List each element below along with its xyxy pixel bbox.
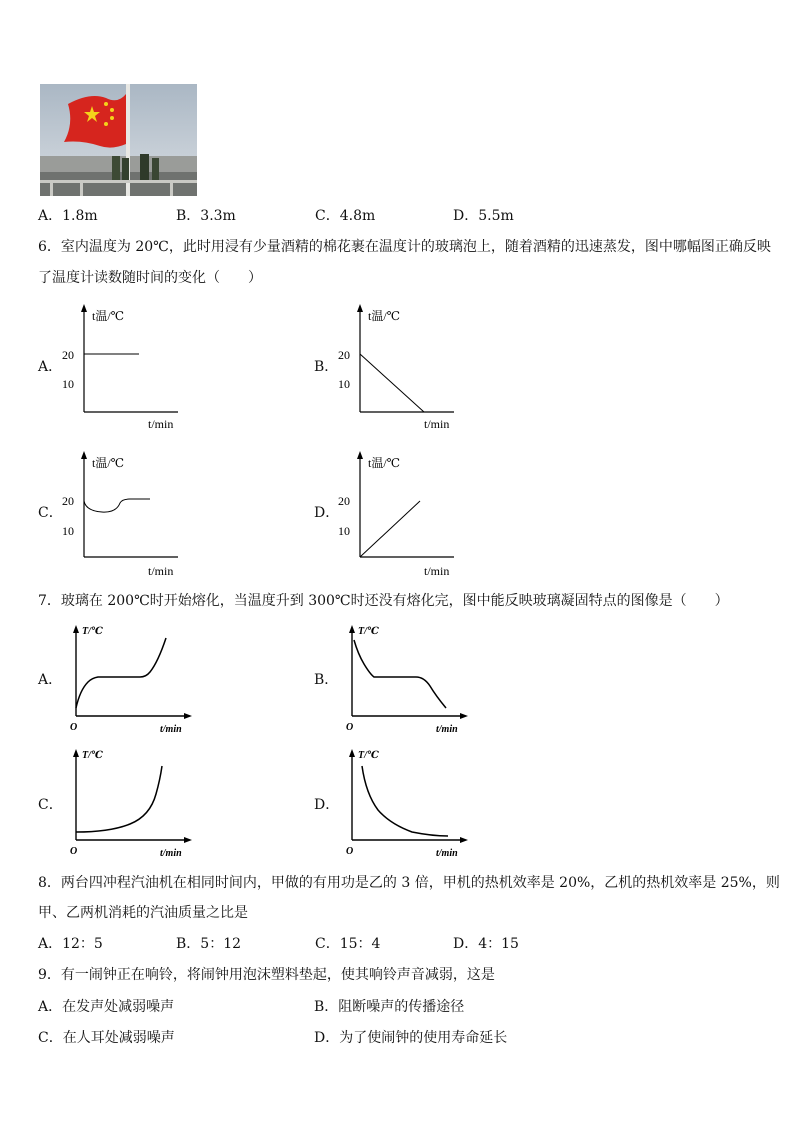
q7-graph-a	[60, 620, 195, 738]
q8-option-c: C．15：4	[315, 936, 381, 952]
y-axis-label: t温/℃	[92, 309, 125, 323]
q6-graph-a	[60, 300, 190, 435]
x-axis-label: t/min	[424, 417, 450, 431]
y-axis-arrow	[349, 749, 355, 757]
y-axis-label: T/℃	[82, 750, 103, 761]
temperature-curve	[76, 638, 166, 708]
y-axis-arrow	[73, 749, 79, 757]
x-axis-label: t/min	[148, 417, 174, 431]
q6-letter-c: C．	[38, 505, 63, 521]
q9-option-b: B．阻断噪声的传播途径	[314, 999, 465, 1015]
q8-option-d: D．4：15	[453, 936, 519, 952]
x-axis-arrow	[460, 837, 468, 843]
tick-10: 10	[338, 377, 350, 391]
q7-letter-c: C．	[38, 797, 63, 813]
tick-10: 10	[62, 377, 74, 391]
x-axis-label: t/min	[148, 564, 174, 578]
q7-graph-d	[336, 744, 471, 862]
x-axis-arrow	[184, 837, 192, 843]
temperature-curve	[360, 501, 420, 557]
q6-stem-line1: 6．室内温度为 20℃，此时用浸有少量酒精的棉花裹在温度计的玻璃泡上，随着酒精的迅速蒸发，图中哪幅图正确反映	[38, 239, 771, 255]
y-axis-label: t温/℃	[368, 309, 401, 323]
q5-option-c: C．4.8m	[315, 208, 376, 224]
y-axis-label: T/℃	[358, 626, 379, 637]
tick-10: 10	[338, 524, 350, 538]
y-axis-label: T/℃	[82, 626, 103, 637]
temperature-curve	[84, 499, 150, 512]
y-axis-label: t温/℃	[368, 456, 401, 470]
q6-graph-b	[336, 300, 466, 435]
q7-letter-a: A．	[38, 672, 63, 688]
temperature-curve	[360, 354, 424, 412]
q7-stem: 7．玻璃在 200℃时开始熔化，当温度升到 300℃时还没有熔化完，图中能反映玻璃凝固特点的图像是（ ）	[38, 593, 729, 609]
x-axis-label: t/min	[160, 724, 182, 735]
q5-option-a: A．1.8m	[38, 208, 98, 224]
q8-option-b: B．5：12	[176, 936, 242, 952]
x-axis-label: t/min	[436, 724, 458, 735]
y-axis-arrow	[81, 304, 87, 312]
tick-20: 20	[338, 494, 350, 508]
q5-option-b: B．3.3m	[176, 208, 236, 224]
y-axis-arrow	[349, 625, 355, 633]
tick-20: 20	[62, 494, 74, 508]
q6-graph-c	[60, 447, 190, 582]
flag-raising-photo	[40, 84, 197, 196]
origin-label: O	[70, 722, 78, 733]
origin-label: O	[346, 722, 354, 733]
q6-letter-d: D．	[314, 505, 340, 521]
y-axis-label: t温/℃	[92, 456, 125, 470]
temperature-curve	[354, 640, 446, 708]
q6-letter-b: B．	[314, 359, 339, 375]
tick-20: 20	[62, 348, 74, 362]
origin-label: O	[346, 846, 354, 857]
x-axis-label: t/min	[436, 848, 458, 859]
tick-20: 20	[338, 348, 350, 362]
q9-option-d: D．为了使闹钟的使用寿命延长	[314, 1030, 508, 1046]
q8-option-a: A．12：5	[38, 936, 103, 952]
q8-stem-line1: 8．两台四冲程汽油机在相同时间内，甲做的有用功是乙的 3 倍，甲机的热机效率是 20%，乙机的热机效率是 25%，则	[38, 875, 780, 891]
temperature-curve	[76, 766, 162, 832]
q7-letter-b: B．	[314, 672, 339, 688]
q6-graph-d	[336, 447, 466, 582]
y-axis-label: T/℃	[358, 750, 379, 761]
x-axis-label: t/min	[424, 564, 450, 578]
x-axis-label: t/min	[160, 848, 182, 859]
temperature-curve	[362, 766, 448, 836]
q6-letter-a: A．	[38, 359, 63, 375]
y-axis-arrow	[81, 451, 87, 459]
y-axis-arrow	[357, 451, 363, 459]
origin-label: O	[70, 846, 78, 857]
y-axis-arrow	[73, 625, 79, 633]
q5-option-d: D．5.5m	[453, 208, 514, 224]
q9-option-c: C．在人耳处减弱噪声	[38, 1030, 175, 1046]
q7-graph-b	[336, 620, 471, 738]
q7-letter-d: D．	[314, 797, 340, 813]
q9-option-a: A．在发声处减弱噪声	[38, 999, 175, 1015]
x-axis-arrow	[184, 713, 192, 719]
q7-graph-c	[60, 744, 195, 862]
q8-stem-line2: 甲、乙两机消耗的汽油质量之比是	[38, 905, 248, 921]
q9-stem: 9．有一闹钟正在响铃，将闹钟用泡沫塑料垫起，使其响铃声音减弱，这是	[38, 967, 495, 983]
y-axis-arrow	[357, 304, 363, 312]
q6-stem-line2: 了温度计读数随时间的变化（ ）	[38, 270, 262, 286]
tick-10: 10	[62, 524, 74, 538]
x-axis-arrow	[460, 713, 468, 719]
